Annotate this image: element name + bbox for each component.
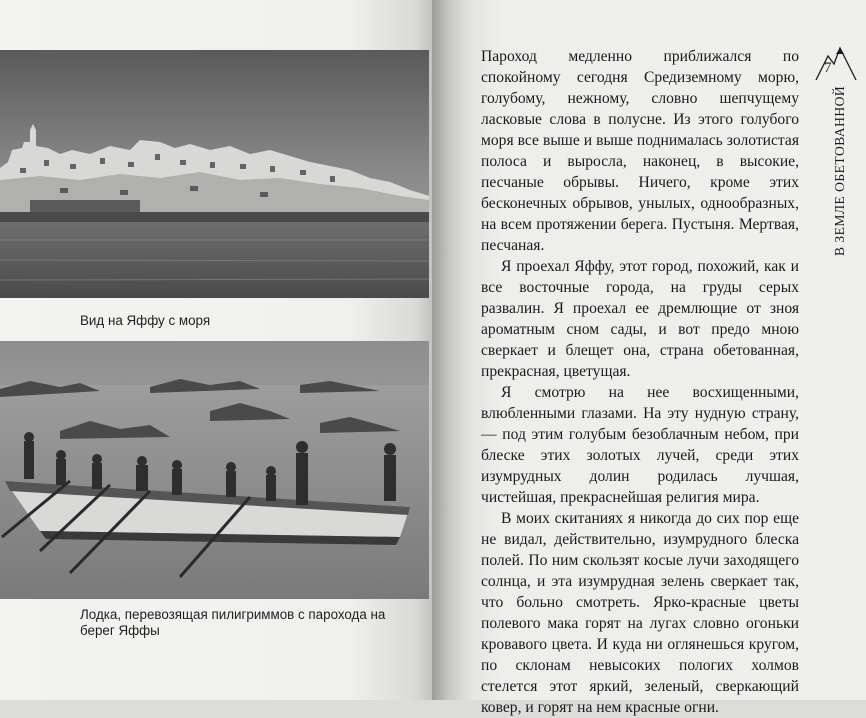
body-text xyxy=(481,46,799,718)
paragraph: Пароход медленно приближался по спокойному сегодня Средиземному морю, голубому, нежному, словно шепчущему ласковые слова в полусне. Из этого голубого моря все выше и выше поднималась золотистая полоса и выросла, наконец, в высокие, песчаные обрывы. Ничего, кроме этих бесконечных обрывов, унылых, однообразных, на всем протяжении берега. Пустыня. Мертвая, песчаная. xyxy=(481,48,799,254)
paragraph: Я смотрю на нее восхищенными, влюбленными глазами. На эту нудную страну, — под этим голубым безоблачным небом, при блеске этих золотых лучей, среди этих изумрудных долин родилась лучшая, чистейшая, прекраснейшая религия мира. xyxy=(481,384,799,506)
caption-boat: Лодка, перевозящая пилигриммов с парохода на берег Яффы xyxy=(80,607,386,638)
page-number: 7 xyxy=(824,60,832,76)
rowboat-photo-icon xyxy=(0,341,429,599)
caption-city-view: Вид на Яффу с моря xyxy=(80,313,211,328)
mountain-ornament-icon xyxy=(814,42,858,82)
jaffa-city-photo-icon xyxy=(0,50,429,298)
paragraph: В моих скитаниях я никогда до сих пор еще не видал, действительно, изумрудного блеска полей. По ним скользят косые лучи заходящего солнца, и эта изумрудная зелень сверкает так, что больно смотреть. Ярко-красные цветы полевого мака горят на лугах словно огоньки кровавого цвета. И куда ни оглянешься кругом, по склонам невысоких пологих холмов стелется этот яркий, зеленый, сверкающий ковер, и горят на нем красные огни. xyxy=(481,510,799,716)
left-page xyxy=(0,0,436,700)
paragraph: Я проехал Яффу, этот город, похожий, как и все восточные города, на груды серых развалин. Я проехал ее дремлющие от зноя ароматным сном сады, и вот предо мною сверкает и блещет она, страна обетованная, прекрасная, цветущая. xyxy=(481,258,799,380)
running-title: В ЗЕМЛЕ ОБЕТОВАННОЙ xyxy=(832,85,847,256)
